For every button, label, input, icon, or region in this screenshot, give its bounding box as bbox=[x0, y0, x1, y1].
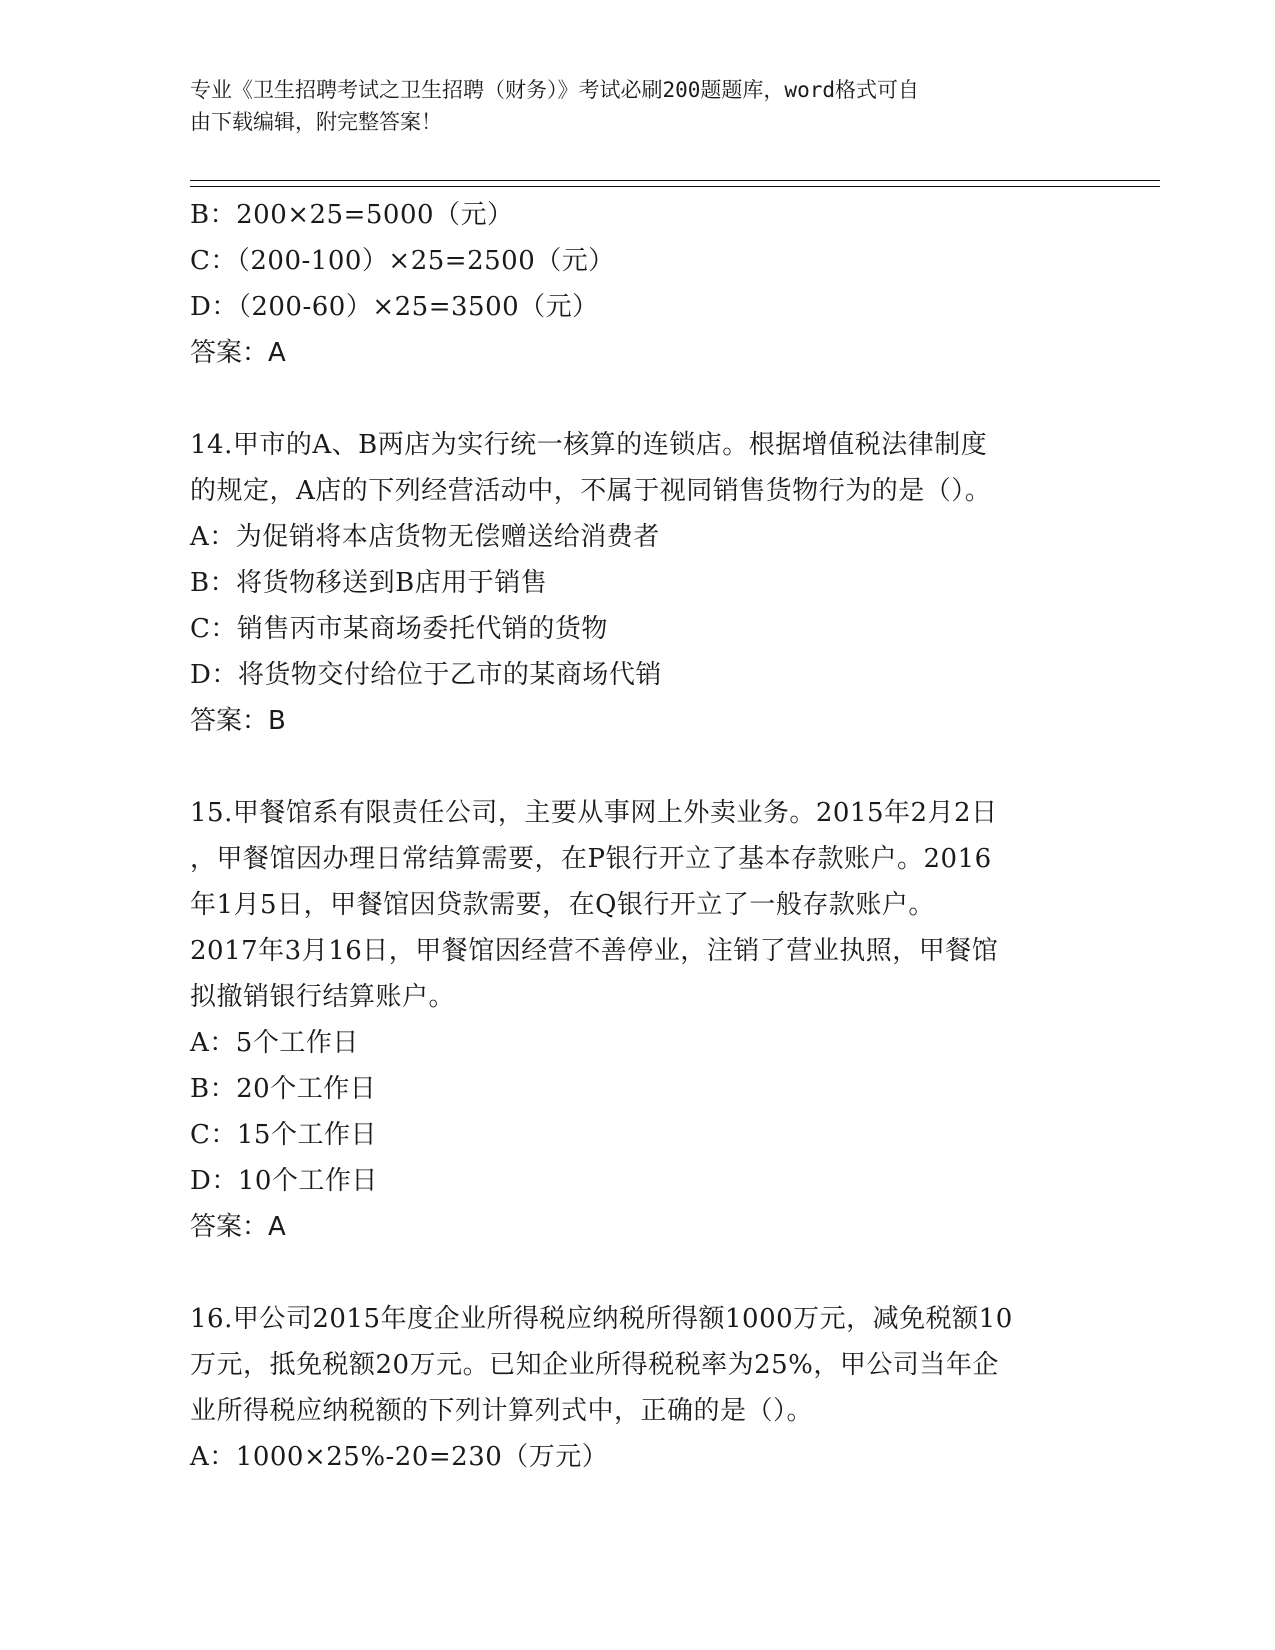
question-content bbox=[190, 192, 1090, 1480]
q14-stem-line-2: 的规定，A店的下列经营活动中，不属于视同销售货物行为的是（）。 bbox=[190, 476, 992, 506]
spacer bbox=[190, 744, 1090, 790]
q14-option-b: B：将货物移送到B店用于销售 bbox=[190, 568, 548, 598]
q15-answer: 答案：A bbox=[190, 1212, 286, 1242]
question-16 bbox=[190, 1296, 1090, 1480]
q13-option-d: D：（200-60）×25=3500（元） bbox=[190, 292, 599, 322]
q15-stem-line-2: ，甲餐馆因办理日常结算需要，在P银行开立了基本存款账户。2016 bbox=[190, 844, 992, 874]
q15-option-a: A：5个工作日 bbox=[190, 1028, 359, 1058]
q13-answer: 答案：A bbox=[190, 338, 286, 368]
document-header bbox=[190, 74, 1070, 138]
spacer bbox=[190, 1250, 1090, 1296]
header-title-line-2: 由下载编辑，附完整答案！ bbox=[190, 110, 442, 134]
q15-stem-line-3: 年1月5日，甲餐馆因贷款需要，在Q银行开立了一般存款账户。 bbox=[190, 890, 935, 920]
header-divider-top bbox=[190, 180, 1160, 181]
q16-stem-line-1: 16.甲公司2015年度企业所得税应纳税所得额1000万元，减免税额10 bbox=[190, 1304, 1013, 1334]
header-title-line-1: 专业《卫生招聘考试之卫生招聘（财务）》考试必刷200题题库，word格式可自 bbox=[190, 78, 919, 102]
q16-stem-line-3: 业所得税应纳税额的下列计算列式中，正确的是（）。 bbox=[190, 1396, 814, 1426]
q15-stem-line-5: 拟撤销银行结算账户。 bbox=[190, 982, 456, 1012]
q13-option-c: C：（200-100）×25=2500（元） bbox=[190, 246, 615, 276]
question-14 bbox=[190, 422, 1090, 744]
question-13 bbox=[190, 192, 1090, 376]
q15-stem-line-1: 15.甲餐馆系有限责任公司，主要从事网上外卖业务。2015年2月2日 bbox=[190, 798, 998, 828]
question-15 bbox=[190, 790, 1090, 1250]
q16-stem-line-2: 万元，抵免税额20万元。已知企业所得税税率为25%，甲公司当年企 bbox=[190, 1350, 999, 1380]
q14-option-d: D：将货物交付给位于乙市的某商场代销 bbox=[190, 660, 662, 690]
q16-option-a: A：1000×25%-20=230（万元） bbox=[190, 1442, 609, 1472]
q14-answer: 答案：B bbox=[190, 706, 286, 736]
q15-option-c: C：15个工作日 bbox=[190, 1120, 377, 1150]
spacer bbox=[190, 376, 1090, 422]
q15-option-b: B：20个工作日 bbox=[190, 1074, 377, 1104]
header-divider-bottom bbox=[190, 186, 1160, 187]
q13-option-b: B：200×25=5000（元） bbox=[190, 200, 514, 230]
q14-option-c: C：销售丙市某商场委托代销的货物 bbox=[190, 614, 608, 644]
q14-stem-line-1: 14.甲市的A、B两店为实行统一核算的连锁店。根据增值税法律制度 bbox=[190, 430, 988, 460]
q14-option-a: A：为促销将本店货物无偿赠送给消费者 bbox=[190, 522, 660, 552]
q15-option-d: D：10个工作日 bbox=[190, 1166, 378, 1196]
q15-stem-line-4: 2017年3月16日，甲餐馆因经营不善停业，注销了营业执照，甲餐馆 bbox=[190, 936, 999, 966]
